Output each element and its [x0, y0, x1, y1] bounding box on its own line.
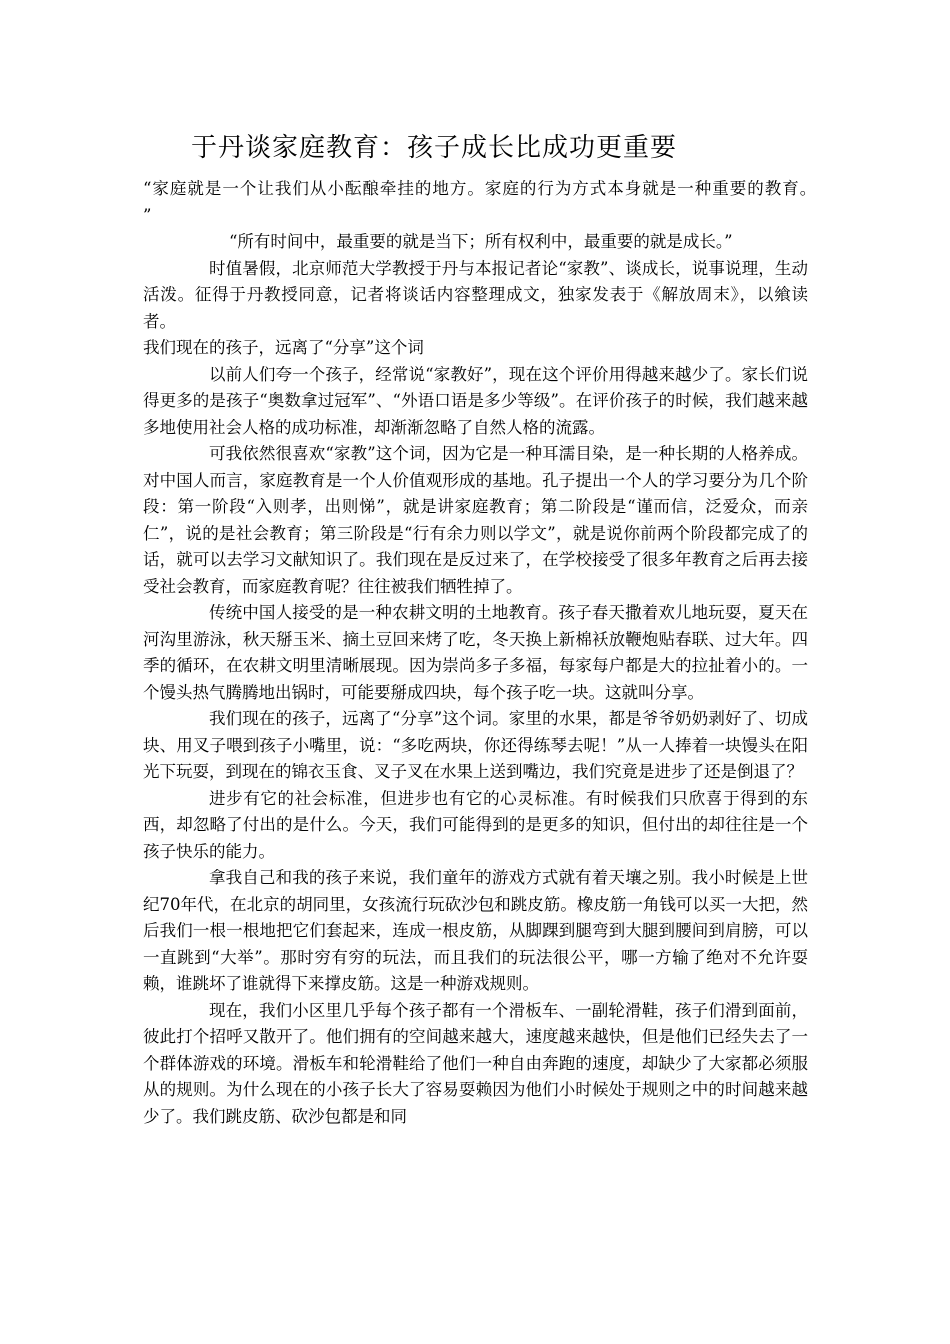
document-title: 于丹谈家庭教育：孩子成长比成功更重要	[191, 133, 678, 163]
body-paragraph: 我们现在的孩子，远离了“分享”这个词。家里的水果，都是爷爷奶奶剥好了、切成块、用叉子喂到孩子小嘴里，说：“多吃两块，你还得练琴去呢！”从一人捧着一块馒头在阳光下玩耍，到现在的锦衣玉食、叉子叉在水果上送到嘴边，我们究竟是进步了还是倒退了？	[143, 709, 808, 781]
opening-quote-growth: “所有时间中，最重要的就是当下；所有权利中，最重要的就是成长。”	[229, 232, 733, 251]
intro-paragraph: 时值暑假，北京师范大学教授于丹与本报记者论“家教”、谈成长，说事说理，生动活泼。征得于丹教授同意，记者将谈话内容整理成文，独家发表于《解放周末》，以飨读者。	[143, 258, 808, 331]
body-paragraph: 拿我自己和我的孩子来说，我们童年的游戏方式就有着天壤之别。我小时候是上世纪70年代，在北京的胡同里，女孩流行玩砍沙包和跳皮筋。橡皮筋一角钱可以买一大把，然后我们一根一根地把它们套起来，连成一根皮筋，从脚踝到腿弯到大腿到腰间到肩膀，可以一直跳到“大举”。那时穷有穷的玩法，而且我们的玩法很公平，哪一方输了绝对不允许耍赖，谁跳坏了谁就得下来撑皮筋。这是一种游戏规则。	[143, 868, 808, 993]
body-paragraph: 以前人们夸一个孩子，经常说“家教好”，现在这个评价用得越来越少了。家长们说得更多的是孩子“奥数拿过冠军”、“外语口语是多少等级”。在评价孩子的时候，我们越来越多地使用社会人格的成功标准，却渐渐忽略了自然人格的流露。	[143, 364, 808, 437]
body-paragraph: 现在，我们小区里几乎每个孩子都有一个滑板车、一副轮滑鞋，孩子们滑到面前，彼此打个招呼又散开了。他们拥有的空间越来越大，速度越来越快，但是他们已经失去了一个群体游戏的环境。滑板车和轮滑鞋给了他们一种自由奔跑的速度，却缺少了大家都必须服从的规则。为什么现在的小孩子长大了容易耍赖因为他们小时候处于规则之中的时间越来越少了。我们跳皮筋、砍沙包都是和同	[143, 1000, 808, 1126]
document-body	[143, 128, 841, 1130]
opening-quote-family: “家庭就是一个让我们从小酝酿牵挂的地方。家庭的行为方式本身就是一种重要的教育。 ”	[143, 179, 841, 225]
section-heading: 我们现在的孩子，远离了“分享”这个词	[143, 338, 424, 357]
body-paragraph: 进步有它的社会标准，但进步也有它的心灵标准。有时候我们只欣喜于得到的东西，却忽略了付出的是什么。今天，我们可能得到的是更多的知识，但付出的却往往是一个孩子快乐的能力。	[143, 788, 808, 861]
body-paragraph: 可我依然很喜欢“家教”这个词，因为它是一种耳濡目染，是一种长期的人格养成。对中国人而言，家庭教育是一个人价值观形成的基地。孔子提出一个人的学习要分为几个阶段：第一阶段“入则孝，出则悌”，就是讲家庭教育；第二阶段是“谨而信，泛爱众，而亲仁”，说的是社会教育；第三阶段是“行有余力则以学文”，就是说你前两个阶段都完成了的话，就可以去学习文献知识了。我们现在是反过来了，在学校接受了很多年教育之后再去接受社会教育，而家庭教育呢？往往被我们牺牲掉了。	[143, 444, 808, 596]
body-paragraph: 传统中国人接受的是一种农耕文明的土地教育。孩子春天撒着欢儿地玩耍，夏天在河沟里游泳，秋天掰玉米、摘土豆回来烤了吃，冬天换上新棉袄放鞭炮贴春联、过大年。四季的循环，在农耕文明里清晰展现。因为崇尚多子多福，每家每户都是大的拉扯着小的。一个馒头热气腾腾地出锅时，可能要掰成四块，每个孩子吃一块。这就叫分享。	[143, 603, 808, 702]
